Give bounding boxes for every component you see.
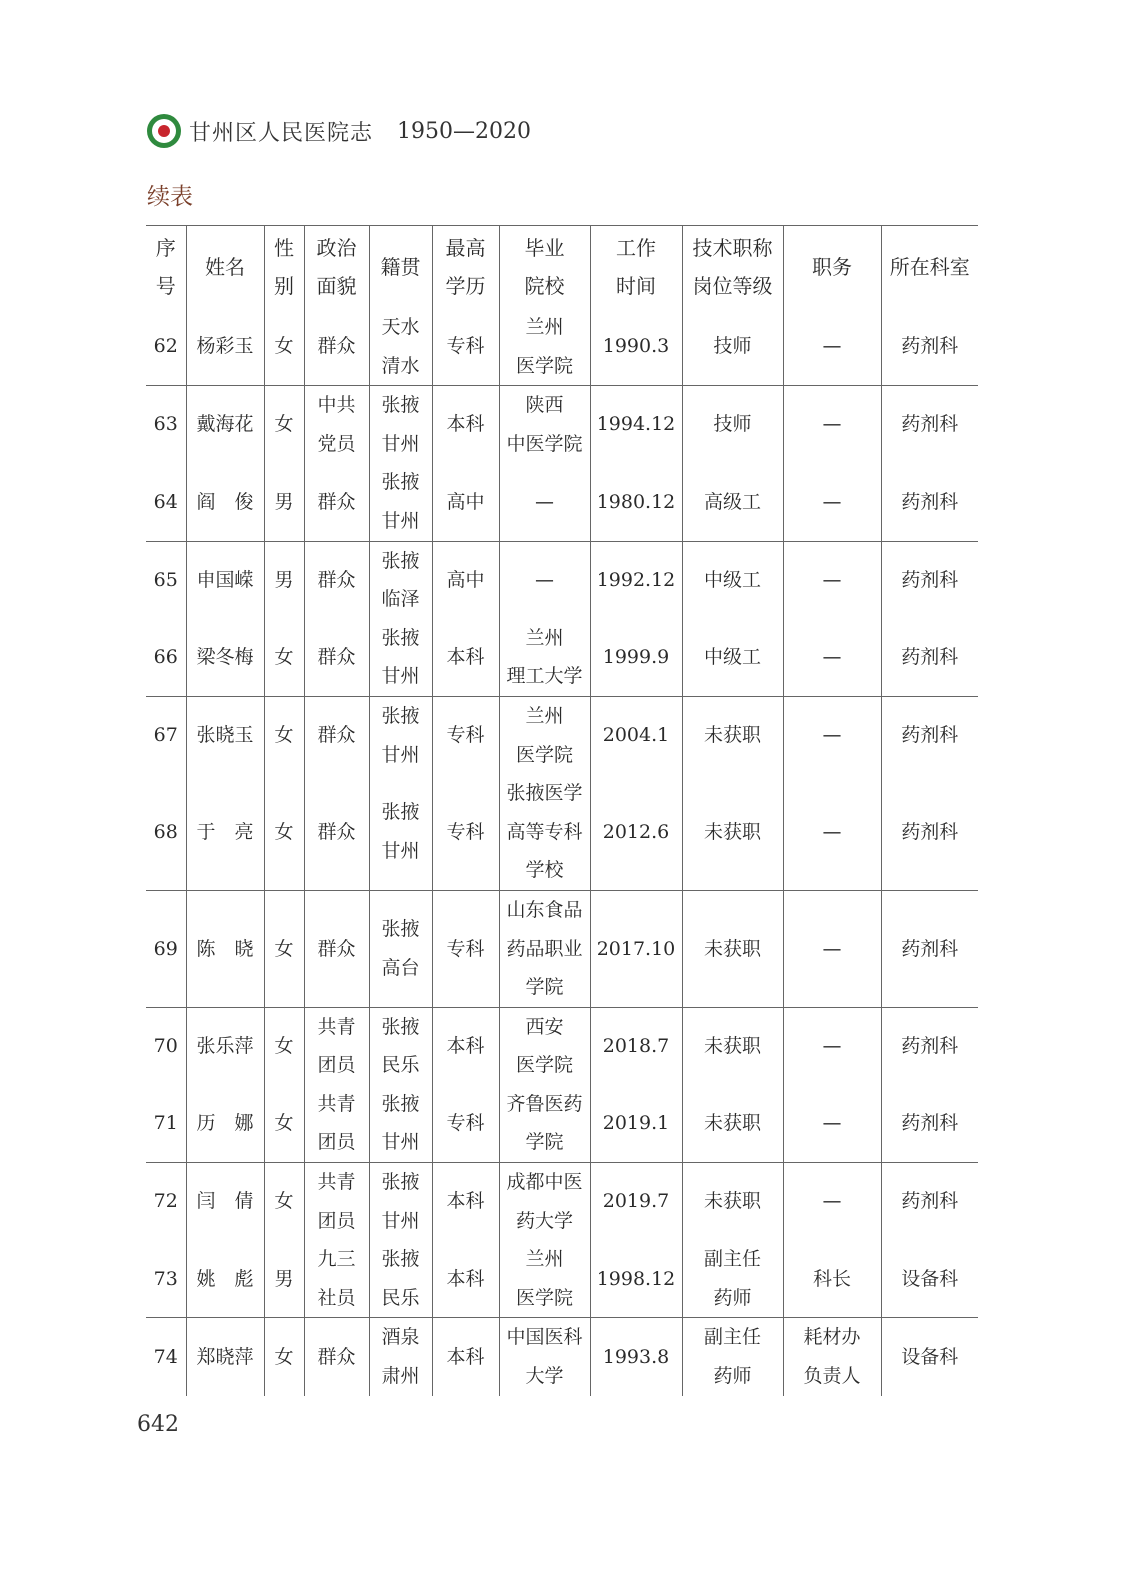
cell-political: 群众 [304, 774, 369, 890]
cell-position: — [783, 890, 881, 1007]
col-header-native-place: 籍贯 [369, 226, 432, 309]
col-header-department: 所在科室 [881, 226, 978, 309]
cell-department: 设备科 [881, 1240, 978, 1318]
cell-school: 西安 医学院 [499, 1007, 590, 1085]
cell-native-place: 张掖 甘州 [369, 1085, 432, 1163]
page-number: 642 [137, 1412, 179, 1437]
cell-native-place: 张掖 甘州 [369, 386, 432, 464]
cell-gender: 女 [264, 1085, 304, 1163]
cell-work-start: 2018.7 [590, 1007, 682, 1085]
cell-position: — [783, 308, 881, 386]
cell-work-start: 1994.12 [590, 386, 682, 464]
cell-title-grade: 技师 [682, 386, 783, 464]
cell-department: 设备科 [881, 1318, 978, 1396]
cell-name: 郑晓萍 [186, 1318, 264, 1396]
cell-gender: 女 [264, 696, 304, 774]
cell-school: 成都中医 药大学 [499, 1163, 590, 1241]
cell-political: 群众 [304, 696, 369, 774]
cell-name: 于 亮 [186, 774, 264, 890]
cell-position: — [783, 463, 881, 541]
cell-title-grade: 中级工 [682, 619, 783, 697]
cell-department: 药剂科 [881, 696, 978, 774]
cell-education: 本科 [432, 1240, 499, 1318]
cell-school: 张掖医学 高等专科 学校 [499, 774, 590, 890]
cell-title-grade: 中级工 [682, 541, 783, 619]
cell-name: 姚 彪 [186, 1240, 264, 1318]
table-row [146, 696, 978, 774]
table-row [146, 1318, 978, 1396]
cell-gender: 女 [264, 1318, 304, 1396]
cell-native-place: 张掖 甘州 [369, 1163, 432, 1241]
cell-title-grade: 未获职 [682, 1007, 783, 1085]
cell-native-place: 张掖 甘州 [369, 774, 432, 890]
cell-name: 阎 俊 [186, 463, 264, 541]
cell-work-start: 2019.7 [590, 1163, 682, 1241]
cell-political: 群众 [304, 463, 369, 541]
cell-name: 闫 倩 [186, 1163, 264, 1241]
cell-work-start: 2019.1 [590, 1085, 682, 1163]
cell-native-place: 张掖 甘州 [369, 619, 432, 697]
cell-education: 本科 [432, 1318, 499, 1396]
cell-department: 药剂科 [881, 774, 978, 890]
cell-political: 群众 [304, 308, 369, 386]
table-row [146, 308, 978, 386]
cell-school: 齐鲁医药 学院 [499, 1085, 590, 1163]
cell-title-grade: 副主任 药师 [682, 1318, 783, 1396]
cell-political: 群众 [304, 541, 369, 619]
cell-name: 戴海花 [186, 386, 264, 464]
cell-native-place: 张掖 甘州 [369, 696, 432, 774]
cell-department: 药剂科 [881, 386, 978, 464]
cell-education: 专科 [432, 1085, 499, 1163]
cell-native-place: 张掖 临泽 [369, 541, 432, 619]
cell-seq: 73 [146, 1240, 186, 1318]
col-header-position: 职务 [783, 226, 881, 309]
cell-school: — [499, 541, 590, 619]
cell-gender: 女 [264, 774, 304, 890]
table-row [146, 1085, 978, 1163]
cell-political: 中共 党员 [304, 386, 369, 464]
col-header-education: 最高 学历 [432, 226, 499, 309]
cell-native-place: 酒泉 肃州 [369, 1318, 432, 1396]
cell-political: 群众 [304, 890, 369, 1007]
cell-name: 申国嵘 [186, 541, 264, 619]
table-row [146, 890, 978, 1007]
cell-education: 专科 [432, 890, 499, 1007]
cell-education: 专科 [432, 774, 499, 890]
table-row [146, 1007, 978, 1085]
table-row [146, 619, 978, 697]
cell-gender: 女 [264, 1163, 304, 1241]
cell-title-grade: 未获职 [682, 696, 783, 774]
cell-position: — [783, 541, 881, 619]
col-header-school: 毕业 院校 [499, 226, 590, 309]
cell-position: — [783, 696, 881, 774]
cell-seq: 70 [153, 1034, 178, 1057]
cell-school: 兰州 理工大学 [499, 619, 590, 697]
cell-political: 群众 [304, 619, 369, 697]
cell-gender: 女 [264, 386, 304, 464]
cell-department: 药剂科 [881, 1007, 978, 1085]
cell-department: 药剂科 [881, 541, 978, 619]
col-header-seq: 序 号 [155, 236, 176, 298]
table-row [146, 1240, 978, 1318]
cell-seq: 71 [146, 1085, 186, 1163]
cell-position: — [783, 1085, 881, 1163]
cell-title-grade: 未获职 [682, 890, 783, 1007]
table-row [146, 386, 978, 464]
cell-seq: 67 [153, 724, 178, 747]
cell-native-place: 张掖 高台 [369, 890, 432, 1007]
cell-school: 兰州 医学院 [499, 1240, 590, 1318]
cell-title-grade: 高级工 [682, 463, 783, 541]
cell-position: 耗材办 负责人 [783, 1318, 881, 1396]
cell-education: 本科 [432, 386, 499, 464]
cell-work-start: 1998.12 [590, 1240, 682, 1318]
cell-seq: 62 [146, 308, 186, 386]
book-title: 甘州区人民医院志 [189, 120, 374, 146]
cell-education: 专科 [432, 696, 499, 774]
table-row [146, 774, 978, 890]
continuation-label: 续表 [147, 184, 193, 210]
cell-work-start: 2004.1 [590, 696, 682, 774]
table-row [146, 541, 978, 619]
table-row [146, 1163, 978, 1241]
cell-name: 杨彩玉 [186, 308, 264, 386]
book-years: 1950—2020 [397, 118, 531, 144]
cell-education: 高中 [432, 463, 499, 541]
cell-name: 梁冬梅 [186, 619, 264, 697]
table-header-row [146, 226, 978, 309]
cell-seq: 72 [153, 1190, 178, 1213]
cell-gender: 男 [264, 463, 304, 541]
cell-seq: 64 [146, 463, 186, 541]
cell-position: 科长 [783, 1240, 881, 1318]
cell-department: 药剂科 [881, 308, 978, 386]
cell-political: 共青 团员 [304, 1085, 369, 1163]
cell-department: 药剂科 [881, 1085, 978, 1163]
staff-table [146, 225, 978, 1396]
cell-gender: 女 [264, 890, 304, 1007]
cell-name: 历 娜 [186, 1085, 264, 1163]
cell-school: 兰州 医学院 [499, 308, 590, 386]
col-header-gender: 性 别 [264, 226, 304, 309]
cell-political: 共青 团员 [304, 1163, 369, 1241]
cell-work-start: 1980.12 [590, 463, 682, 541]
cell-school: 兰州 医学院 [499, 696, 590, 774]
cell-seq: 65 [153, 568, 178, 591]
cell-work-start: 1993.8 [590, 1318, 682, 1396]
cell-position: — [783, 1007, 881, 1085]
cell-department: 药剂科 [881, 463, 978, 541]
col-header-political: 政治 面貌 [304, 226, 369, 309]
cell-gender: 女 [264, 308, 304, 386]
cell-native-place: 张掖 民乐 [369, 1007, 432, 1085]
cell-native-place: 天水 清水 [369, 308, 432, 386]
running-header [147, 112, 531, 150]
cell-name: 张乐萍 [186, 1007, 264, 1085]
cell-work-start: 1992.12 [590, 541, 682, 619]
col-header-work-start: 工作 时间 [590, 226, 682, 309]
cell-title-grade: 副主任 药师 [682, 1240, 783, 1318]
cell-seq: 66 [146, 619, 186, 697]
cell-school: 中国医科 大学 [499, 1318, 590, 1396]
cell-school: — [499, 463, 590, 541]
cell-education: 高中 [432, 541, 499, 619]
cell-gender: 男 [264, 541, 304, 619]
cell-title-grade: 未获职 [682, 774, 783, 890]
cell-title-grade: 未获职 [682, 1163, 783, 1241]
col-header-title-grade: 技术职称 岗位等级 [682, 226, 783, 309]
cell-position: — [783, 774, 881, 890]
cell-title-grade: 技师 [682, 308, 783, 386]
cell-seq: 63 [153, 413, 178, 436]
cell-work-start: 2017.10 [590, 890, 682, 1007]
col-header-name: 姓名 [186, 226, 264, 309]
cell-education: 专科 [432, 308, 499, 386]
cell-education: 本科 [432, 1007, 499, 1085]
cell-name: 张晓玉 [186, 696, 264, 774]
cell-work-start: 1990.3 [590, 308, 682, 386]
hospital-logo-icon [147, 114, 181, 148]
cell-school: 山东食品 药品职业 学院 [499, 890, 590, 1007]
cell-name: 陈 晓 [186, 890, 264, 1007]
cell-seq: 74 [153, 1345, 178, 1368]
cell-title-grade: 未获职 [682, 1085, 783, 1163]
cell-school: 陕西 中医学院 [499, 386, 590, 464]
cell-department: 药剂科 [881, 619, 978, 697]
cell-department: 药剂科 [881, 1163, 978, 1241]
cell-position: — [783, 619, 881, 697]
cell-position: — [783, 1163, 881, 1241]
cell-political: 共青 团员 [304, 1007, 369, 1085]
cell-position: — [783, 386, 881, 464]
cell-political: 九三 社员 [304, 1240, 369, 1318]
cell-seq: 69 [146, 890, 186, 1007]
cell-native-place: 张掖 民乐 [369, 1240, 432, 1318]
cell-seq: 68 [146, 774, 186, 890]
table-row [146, 463, 978, 541]
cell-work-start: 1999.9 [590, 619, 682, 697]
cell-education: 本科 [432, 619, 499, 697]
cell-gender: 女 [264, 1007, 304, 1085]
cell-gender: 女 [264, 619, 304, 697]
cell-department: 药剂科 [881, 890, 978, 1007]
cell-political: 群众 [304, 1318, 369, 1396]
cell-gender: 男 [264, 1240, 304, 1318]
cell-work-start: 2012.6 [590, 774, 682, 890]
cell-native-place: 张掖 甘州 [369, 463, 432, 541]
cell-education: 本科 [432, 1163, 499, 1241]
